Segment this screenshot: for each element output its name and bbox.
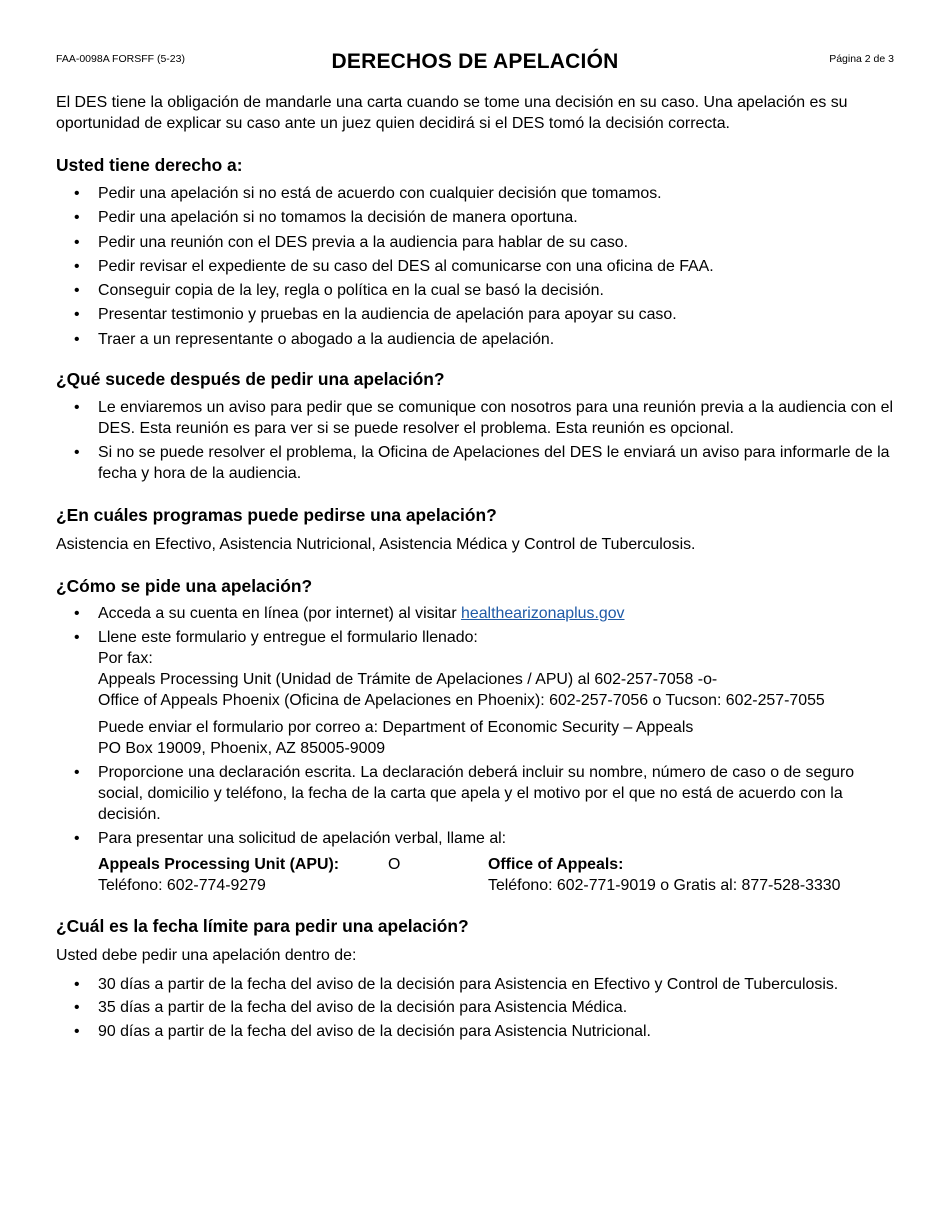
fax-line-office: Office of Appeals Phoenix (Oficina de Apelaciones en Phoenix): 602-257-7056 o Tucson: 602-257-7055 [98,691,825,709]
page-number: Página 2 de 3 [829,53,894,65]
form-line: Llene este formulario y entregue el formulario llenado: [98,628,478,646]
bullet-icon: • [74,398,80,416]
list-item: • 90 días a partir de la fecha del aviso de la decisión para Asistencia Nutricional. [74,1022,651,1040]
programs-heading: ¿En cuáles programas puede pedirse una apelación? [56,504,497,525]
list-item: • Proporcione una declaración escrita. La declaración deberá incluir su nombre, número de caso o de seguro social, domicilio y teléfono, la fecha de la carta que apela y el motivo por el que no está de acuerdo con la decisión. [74,763,855,823]
bullet-icon: • [74,999,80,1017]
after-appeal-heading: ¿Qué sucede después de pedir una apelación? [56,368,445,389]
or-separator: O [388,855,401,873]
list-item: • Presentar testimonio y pruebas en la audiencia de apelación para apoyar su caso. [74,306,677,324]
programs-text: Asistencia en Efectivo, Asistencia Nutricional, Asistencia Médica y Control de Tuberculosis. [56,535,696,553]
list-item: • Pedir una reunión con el DES previa a la audiencia para hablar de su caso. [74,233,629,251]
bullet-icon: • [74,763,80,781]
list-item: • 30 días a partir de la fecha del aviso de la decisión para Asistencia en Efectivo y Control de Tuberculosis. [74,975,839,993]
document-body [56,92,896,1044]
mail-address: Puede enviar el formulario por correo a: Department of Economic Security – Appeals PO Box 19009, Phoenix, AZ 85005-9009 [98,718,694,757]
rights-heading: Usted tiene derecho a: [56,155,243,175]
healthearizonaplus-link[interactable]: healthearizonaplus.gov [461,604,625,622]
deadline-heading: ¿Cuál es la fecha límite para pedir una apelación? [56,915,469,936]
bullet-icon: • [74,209,80,227]
intro-paragraph: El DES tiene la obligación de mandarle una carta cuando se tome una decisión en su caso. Una apelación es su oportunidad de explicar su caso ante un juez quien decidirá si el DES tomó la decisión correcta. [56,94,848,132]
list-item [56,828,896,896]
bullet-icon: • [74,306,80,324]
list-item [56,627,896,759]
bullet-icon: • [74,330,80,348]
fax-label: Por fax: [98,649,153,667]
bullet-icon: • [74,604,80,622]
office-of-appeals-contact: Office of Appeals: Teléfono: 602-771-9019 o Gratis al: 877-528-3330 [488,855,841,894]
page-title: DERECHOS DE APELACIÓN [331,50,619,73]
list-item: • Acceda a su cuenta en línea (por internet) al visitar healthearizonaplus.gov [74,604,625,622]
after-appeal-list [56,397,896,484]
bullet-icon: • [74,829,80,847]
list-item: • Si no se puede resolver el problema, la Oficina de Apelaciones del DES le enviará un aviso para informarle de la fecha y hora de la audiencia. [74,443,890,482]
rights-list [56,183,896,350]
bullet-icon: • [74,975,80,993]
how-to-appeal-list [56,603,896,896]
apu-contact: Appeals Processing Unit (APU): Teléfono: 602-774-9279 [98,855,340,894]
list-item: • Pedir una apelación si no está de acuerdo con cualquier decisión que tomamos. [74,185,662,202]
verbal-request-text: Para presentar una solicitud de apelación verbal, llame al: [98,829,507,847]
fax-line-apu: Appeals Processing Unit (Unidad de Trámite de Apelaciones / APU) al 602-257-7058 -o- [98,670,718,688]
form-id: FAA-0098A FORSFF (5-23) [56,53,185,65]
deadline-intro: Usted debe pedir una apelación dentro de: [56,946,357,964]
bullet-icon: • [74,1022,80,1040]
list-item: • Le enviaremos un aviso para pedir que se comunique con nosotros para una reunión previa a la audiencia con el DES. Esta reunión es para ver si se puede resolver el problema. Esta reunión es opcional. [74,398,894,437]
phone-contacts [98,854,896,896]
deadline-list [56,974,896,1042]
how-to-appeal-heading: ¿Cómo se pide una apelación? [56,575,313,596]
list-item: • 35 días a partir de la fecha del aviso de la decisión para Asistencia Médica. [74,999,628,1017]
list-item: • Traer a un representante o abogado a la audiencia de apelación. [74,330,555,348]
bullet-icon: • [74,257,80,275]
list-item: • Pedir una apelación si no tomamos la decisión de manera oportuna. [74,209,578,227]
bullet-icon: • [74,233,80,251]
list-item: • Conseguir copia de la ley, regla o política en la cual se basó la decisión. [74,282,604,300]
bullet-icon: • [74,282,80,300]
bullet-icon: • [74,185,80,202]
bullet-icon: • [74,443,80,461]
bullet-icon: • [74,628,80,646]
list-item: • Pedir revisar el expediente de su caso del DES al comunicarse con una oficina de FAA. [74,257,714,275]
